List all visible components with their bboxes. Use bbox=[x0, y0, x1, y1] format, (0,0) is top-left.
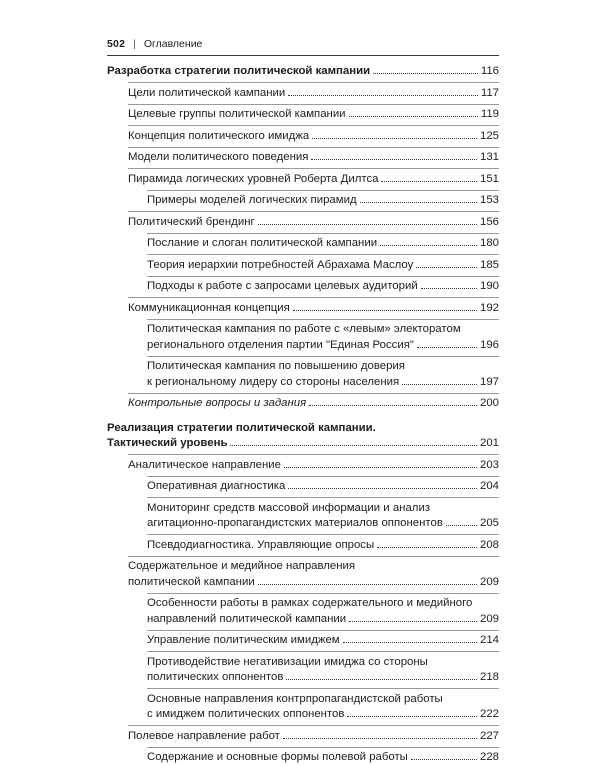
toc-entry-title-line: Особенности работы в рамках содержательного и медийного bbox=[147, 597, 473, 609]
toc-page-number: 125 bbox=[479, 129, 499, 142]
toc-entry[interactable] bbox=[107, 86, 499, 102]
toc-page-number: 205 bbox=[479, 517, 499, 529]
entry-divider bbox=[147, 534, 499, 535]
toc-entry-title: Содержание и основные формы полевой работы bbox=[147, 751, 408, 763]
toc-entry[interactable] bbox=[107, 596, 499, 627]
toc-entry[interactable] bbox=[107, 193, 499, 209]
dot-leader bbox=[446, 525, 477, 526]
toc-page-number: 180 bbox=[479, 237, 499, 249]
toc-page-number: 200 bbox=[479, 397, 499, 409]
entry-divider bbox=[128, 556, 499, 557]
entry-divider bbox=[128, 725, 499, 726]
dot-leader bbox=[421, 288, 477, 289]
toc-entry-title: к региональному лидеру со стороны населения bbox=[147, 375, 400, 388]
toc-entry[interactable] bbox=[107, 359, 499, 390]
entry-divider bbox=[147, 276, 499, 277]
toc-entry-title: Цели политической кампании bbox=[128, 86, 286, 99]
entry-divider bbox=[107, 412, 499, 421]
toc-page-number: 209 bbox=[479, 575, 499, 588]
dot-leader bbox=[380, 245, 477, 246]
toc-page-number: 151 bbox=[479, 172, 499, 185]
entry-divider bbox=[147, 651, 499, 652]
table-of-contents bbox=[107, 64, 499, 766]
toc-page-number: 228 bbox=[479, 751, 499, 763]
toc-entry[interactable] bbox=[107, 215, 499, 231]
entry-divider bbox=[147, 233, 499, 234]
entry-divider bbox=[147, 190, 499, 191]
entry-divider bbox=[128, 454, 499, 455]
toc-entry-title: Аналитическое направление bbox=[128, 458, 281, 471]
entry-divider bbox=[147, 356, 499, 357]
toc-entry[interactable] bbox=[107, 107, 499, 123]
dot-leader bbox=[347, 716, 477, 717]
dot-leader bbox=[288, 488, 477, 489]
dot-leader bbox=[283, 738, 477, 739]
toc-page-number: 208 bbox=[479, 538, 499, 551]
toc-entry-title: Модели политического поведения bbox=[128, 151, 309, 163]
toc-entry-title: Пирамида логических уровней Роберта Дилтса bbox=[128, 172, 379, 185]
dot-leader bbox=[230, 445, 477, 446]
toc-entry-title: Послание и слоган политической кампании bbox=[147, 237, 378, 249]
toc-page-number: 201 bbox=[479, 437, 499, 449]
toc-page-number: 116 bbox=[480, 65, 499, 77]
toc-page-number: 204 bbox=[479, 480, 499, 492]
toc-entry[interactable] bbox=[107, 458, 499, 474]
dot-leader bbox=[416, 267, 477, 268]
toc-entry[interactable] bbox=[107, 633, 499, 649]
toc-page-number: 190 bbox=[479, 280, 499, 292]
toc-entry-title: Коммуникационная концепция bbox=[128, 301, 290, 314]
toc-entry-title: с имиджем политических оппонентов bbox=[147, 708, 345, 720]
toc-entry[interactable] bbox=[107, 692, 499, 723]
toc-entry-title-line: Реализация стратегии политической кампании. bbox=[107, 421, 376, 434]
dot-leader bbox=[381, 181, 477, 182]
entry-divider bbox=[147, 319, 499, 320]
toc-entry-title-line: Политическая кампания по работе с «левым» электоратом bbox=[147, 323, 461, 335]
toc-page-number: 209 bbox=[479, 612, 499, 625]
toc-page-number: 131 bbox=[479, 151, 499, 163]
toc-entry-title-line: Мониторинг средств массовой информации и анализ bbox=[147, 501, 431, 514]
entry-divider bbox=[128, 125, 499, 126]
dot-leader bbox=[312, 138, 477, 139]
toc-entry[interactable] bbox=[107, 64, 499, 80]
entry-divider bbox=[128, 211, 499, 212]
toc-entry-title: Полевое направление работ bbox=[128, 729, 280, 742]
header-separator: | bbox=[133, 38, 136, 50]
toc-entry[interactable] bbox=[107, 322, 499, 353]
dot-leader bbox=[411, 759, 477, 760]
toc-entry[interactable] bbox=[107, 396, 499, 412]
toc-entry[interactable] bbox=[107, 279, 499, 295]
dot-leader bbox=[377, 547, 477, 548]
dot-leader bbox=[311, 159, 477, 160]
toc-entry-title-line: Противодействие негативизации имиджа со стороны bbox=[147, 655, 428, 668]
toc-entry-title: Псевдодиагностика. Управляющие опросы bbox=[147, 538, 375, 551]
toc-entry-title-line: Политическая кампания по повышению доверия bbox=[147, 360, 405, 372]
toc-entry-title: направлений политической кампании bbox=[147, 612, 347, 625]
entry-divider bbox=[128, 147, 499, 148]
toc-page-number: 192 bbox=[479, 301, 499, 314]
toc-entry-title: Контрольные вопросы и задания bbox=[128, 397, 307, 409]
entry-divider bbox=[147, 476, 499, 477]
toc-entry-title: Разработка стратегии политической кампании bbox=[107, 65, 371, 77]
toc-entry-title: Управление политическим имиджем bbox=[147, 634, 340, 646]
dot-leader bbox=[360, 202, 477, 203]
toc-entry[interactable] bbox=[107, 538, 499, 554]
entry-divider bbox=[128, 393, 499, 394]
toc-page-number: 196 bbox=[479, 338, 499, 351]
dot-leader bbox=[258, 584, 477, 585]
toc-page-number: 117 bbox=[480, 86, 499, 99]
entry-divider bbox=[147, 254, 499, 255]
toc-page-number: 156 bbox=[479, 215, 499, 228]
toc-entry[interactable] bbox=[107, 172, 499, 188]
toc-entry-title: Политический брендинг bbox=[128, 215, 255, 228]
entry-divider bbox=[128, 104, 499, 105]
dot-leader bbox=[258, 224, 477, 225]
running-header bbox=[107, 36, 499, 56]
toc-entry[interactable] bbox=[107, 501, 499, 532]
toc-entry-title: Тактический уровень bbox=[107, 437, 228, 449]
toc-entry[interactable] bbox=[107, 301, 499, 317]
toc-entry-title: Подходы к работе с запросами целевых аудиторий bbox=[147, 280, 418, 292]
toc-entry-title: Теория иерархии потребностей Абрахама Маслоу bbox=[147, 258, 414, 271]
entry-divider bbox=[128, 82, 499, 83]
entry-divider bbox=[147, 593, 499, 594]
toc-entry[interactable] bbox=[107, 129, 499, 145]
toc-page-number: 197 bbox=[479, 375, 499, 388]
toc-entry-title-line: Содержательное и медийное направления bbox=[128, 560, 356, 572]
toc-entry[interactable] bbox=[107, 421, 499, 452]
toc-entry[interactable] bbox=[107, 655, 499, 686]
toc-entry[interactable] bbox=[107, 750, 499, 766]
toc-entry-title: агитационно-пропагандистских материалов оппонентов bbox=[147, 517, 443, 529]
dot-leader bbox=[349, 116, 478, 117]
dot-leader bbox=[286, 679, 477, 680]
toc-entry-title: Примеры моделей логических пирамид bbox=[147, 194, 357, 206]
toc-page-number: 227 bbox=[479, 729, 499, 742]
header-title: Оглавление bbox=[143, 38, 203, 50]
toc-entry[interactable] bbox=[107, 258, 499, 274]
toc-entry-title: Целевые группы политической кампании bbox=[128, 108, 346, 120]
dot-leader bbox=[417, 347, 477, 348]
dot-leader bbox=[402, 384, 477, 385]
page-number: 502 bbox=[107, 38, 126, 50]
toc-page-number: 218 bbox=[479, 671, 499, 683]
dot-leader bbox=[309, 405, 477, 406]
toc-page-number: 153 bbox=[479, 194, 499, 206]
toc-page-number: 222 bbox=[479, 708, 499, 720]
dot-leader bbox=[284, 467, 477, 468]
toc-entry-title: Оперативная диагностика bbox=[147, 480, 286, 492]
dot-leader bbox=[288, 95, 478, 96]
dot-leader bbox=[293, 310, 477, 311]
entry-divider bbox=[147, 688, 499, 689]
dot-leader bbox=[373, 73, 478, 74]
toc-entry[interactable] bbox=[107, 479, 499, 495]
toc-entry-title-line: Основные направления контрпропагандистской работы bbox=[147, 692, 443, 705]
toc-entry[interactable] bbox=[107, 729, 499, 745]
toc-page-number: 119 bbox=[480, 108, 499, 120]
entry-divider bbox=[128, 168, 499, 169]
entry-divider bbox=[147, 747, 499, 748]
toc-entry-title: политических оппонентов bbox=[147, 671, 284, 683]
dot-leader bbox=[343, 642, 477, 643]
toc-entry-title: Концепция политического имиджа bbox=[128, 129, 310, 142]
toc-entry-title: политической кампании bbox=[128, 575, 255, 588]
toc-page-number: 214 bbox=[479, 634, 499, 646]
entry-divider bbox=[128, 297, 499, 298]
toc-page-number: 185 bbox=[479, 258, 499, 271]
toc-entry[interactable] bbox=[107, 236, 499, 252]
toc-entry-title: регионального отделения партии "Единая Россия" bbox=[147, 338, 414, 351]
entry-divider bbox=[147, 497, 499, 498]
toc-page-number: 203 bbox=[479, 458, 499, 471]
entry-divider bbox=[147, 630, 499, 631]
toc-entry[interactable] bbox=[107, 559, 499, 590]
toc-entry[interactable] bbox=[107, 150, 499, 166]
dot-leader bbox=[349, 621, 477, 622]
